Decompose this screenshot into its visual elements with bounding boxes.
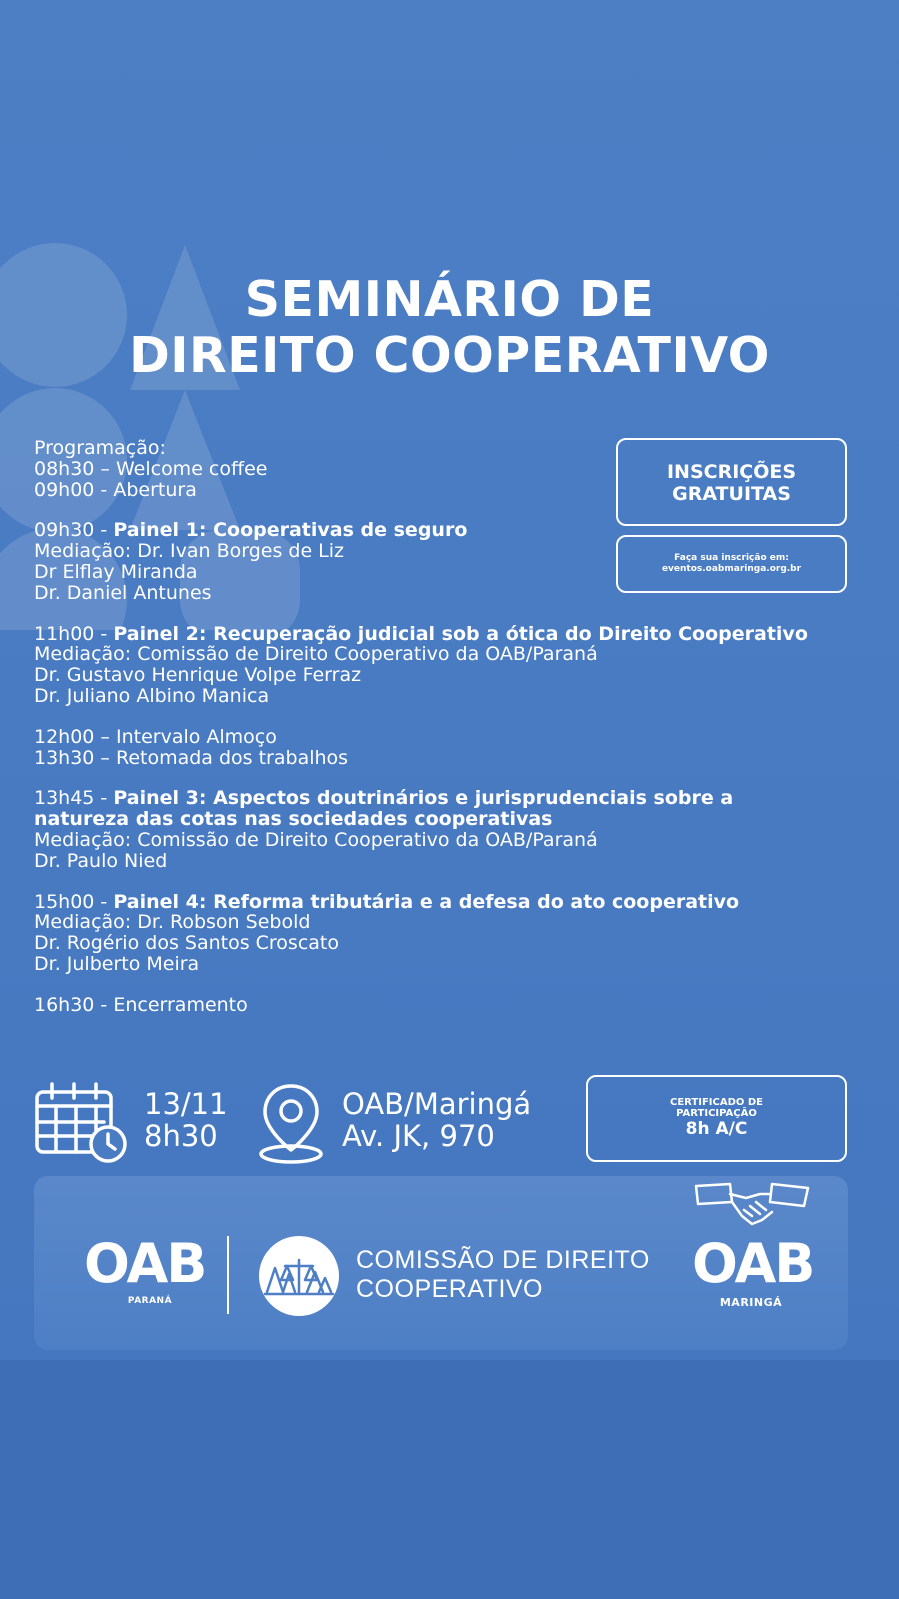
- panel-4-block: [34, 892, 864, 975]
- panel-speaker: Dr Elflay Miranda: [34, 560, 198, 583]
- panel-title: Painel 2: Recuperação judicial sob a ótica do Direito Cooperativo: [113, 622, 808, 645]
- certificate-line-2: PARTICIPAÇÃO: [676, 1108, 757, 1119]
- registration-link-url[interactable]: eventos.oabmaringa.org.br: [661, 564, 802, 574]
- panel-title-continued: natureza das cotas nas sociedades cooperativas: [34, 808, 553, 831]
- calendar-clock-icon: [34, 1080, 130, 1166]
- registration-link-box[interactable]: [616, 535, 847, 593]
- panel-speaker: Dr. Julberto Meira: [34, 952, 200, 975]
- certificate-badge: [586, 1075, 847, 1162]
- event-address: Av. JK, 970: [342, 1119, 495, 1153]
- scales-of-justice-icon: [257, 1234, 341, 1318]
- schedule-item: 08h30 – Welcome coffee: [34, 457, 268, 480]
- panel-time: 11h00 -: [34, 622, 114, 645]
- map-pin-icon: [255, 1080, 327, 1166]
- event-title: [0, 272, 899, 384]
- schedule-item: 16h30 - Encerramento: [34, 993, 248, 1016]
- panel-title: Painel 1: Cooperativas de seguro: [113, 519, 468, 542]
- panel-speaker: Mediação: Dr. Ivan Borges de Liz: [34, 540, 345, 563]
- panel-3-heading: [34, 788, 864, 809]
- panel-title: Painel 4: Reforma tributária e a defesa do ato cooperativo: [113, 890, 740, 913]
- panel-2-heading: [34, 624, 864, 645]
- panel-speaker: Dr. Rogério dos Santos Croscato: [34, 932, 339, 955]
- panel-title: Painel 3: Aspectos doutrinários e jurisprudenciais sobre a: [113, 787, 734, 810]
- panel-4-heading: [34, 892, 864, 913]
- panel-time: 15h00 -: [34, 890, 114, 913]
- oab-maringa-logo: OAB: [692, 1232, 814, 1295]
- registration-link-label: Faça sua inscrição em:: [674, 553, 789, 563]
- schedule-item: 12h00 – Intervalo Almoço: [34, 725, 277, 748]
- bottom-band: [0, 1360, 899, 1599]
- panel-speaker: Mediação: Comissão de Direito Cooperativo da OAB/Paraná: [34, 643, 598, 666]
- program-schedule: [34, 438, 864, 1036]
- panel-time: 13h45 -: [34, 787, 114, 810]
- panel-speaker: Dr. Gustavo Henrique Volpe Ferraz: [34, 664, 362, 687]
- certificate-hours: 8h A/C: [685, 1119, 748, 1139]
- oab-parana-sublabel: PARANÁ: [127, 1296, 173, 1306]
- event-date: 13/11: [144, 1087, 228, 1121]
- certificate-line-1: CERTIFICADO DE: [669, 1097, 763, 1108]
- title-line-2: DIREITO COOPERATIVO: [129, 327, 770, 384]
- event-location: [342, 1088, 531, 1152]
- event-date-time: [144, 1088, 228, 1152]
- program-heading: Programação:: [34, 437, 166, 459]
- commission-line-2: COOPERATIVO: [356, 1275, 544, 1303]
- registration-line-1: INSCRIÇÕES: [666, 461, 797, 483]
- registration-line-2: GRATUITAS: [672, 483, 791, 505]
- oab-maringa-sublabel: MARINGÁ: [719, 1296, 783, 1309]
- panel-speaker: Dr. Daniel Antunes: [34, 581, 212, 604]
- logo-divider: [227, 1236, 229, 1314]
- schedule-item: 09h00 - Abertura: [34, 478, 197, 501]
- commission-line-1: COMISSÃO DE DIREITO: [356, 1246, 650, 1274]
- commission-name: [356, 1246, 650, 1304]
- event-place: OAB/Maringá: [342, 1087, 532, 1121]
- handshake-icon: [690, 1180, 814, 1236]
- closing-block: [34, 995, 864, 1016]
- panel-time: 09h30 -: [34, 519, 114, 542]
- break-block: [34, 727, 864, 769]
- panel-3-block: [34, 788, 864, 871]
- title-line-1: SEMINÁRIO DE: [244, 271, 655, 328]
- panel-speaker: Dr. Paulo Nied: [34, 849, 168, 872]
- panel-speaker: Mediação: Comissão de Direito Cooperativo da OAB/Paraná: [34, 828, 598, 851]
- event-time: 8h30: [144, 1119, 218, 1153]
- free-registration-badge[interactable]: [616, 438, 847, 526]
- panel-speaker: Mediação: Dr. Robson Sebold: [34, 911, 311, 934]
- oab-parana-logo: OAB: [84, 1232, 206, 1295]
- panel-speaker: Dr. Juliano Albino Manica: [34, 684, 270, 707]
- schedule-item: 13h30 – Retomada dos trabalhos: [34, 746, 349, 769]
- panel-2-block: [34, 624, 864, 707]
